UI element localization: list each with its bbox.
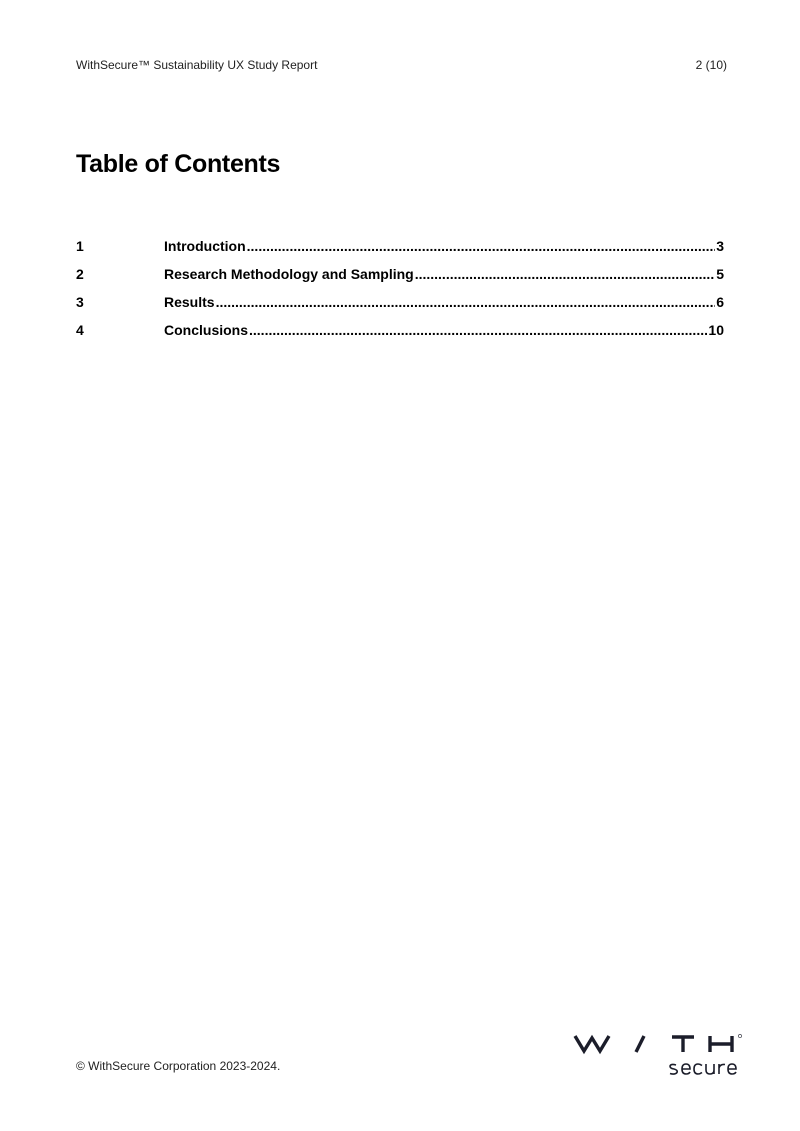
toc-entry-number: 2 bbox=[76, 266, 84, 282]
page-header bbox=[76, 58, 727, 74]
toc-entry-label[interactable]: Research Methodology and Sampling bbox=[164, 266, 414, 282]
page-number: 2 (10) bbox=[695, 58, 727, 72]
dot-leader bbox=[247, 236, 716, 256]
toc-heading: Table of Contents bbox=[76, 150, 281, 178]
toc-entry-page[interactable]: 3 bbox=[716, 238, 724, 254]
toc-entry-page[interactable]: 6 bbox=[716, 294, 724, 310]
toc-entry-number: 1 bbox=[76, 238, 84, 254]
toc-entry-page[interactable]: 5 bbox=[716, 266, 724, 282]
document-title: WithSecure™ Sustainability UX Study Report bbox=[76, 58, 318, 72]
toc-entry-label[interactable]: Conclusions bbox=[164, 322, 249, 338]
toc-entry-number: 4 bbox=[76, 322, 84, 338]
toc-entry-label[interactable]: Results bbox=[164, 294, 215, 310]
dot-leader bbox=[216, 292, 716, 312]
toc-entry[interactable] bbox=[76, 320, 724, 348]
copyright-notice: © WithSecure Corporation 2023-2024. bbox=[76, 1059, 281, 1073]
toc-entry-page[interactable]: 10 bbox=[708, 322, 724, 338]
toc-entry-label[interactable]: Introduction bbox=[164, 238, 246, 254]
table-of-contents bbox=[76, 236, 724, 348]
toc-entry[interactable] bbox=[76, 264, 724, 292]
dot-leader bbox=[249, 320, 707, 340]
toc-entry-number: 3 bbox=[76, 294, 84, 310]
toc-entry[interactable] bbox=[76, 292, 724, 320]
toc-entry[interactable] bbox=[76, 236, 724, 264]
withsecure-logo-icon bbox=[572, 1030, 744, 1078]
dot-leader bbox=[415, 264, 716, 284]
